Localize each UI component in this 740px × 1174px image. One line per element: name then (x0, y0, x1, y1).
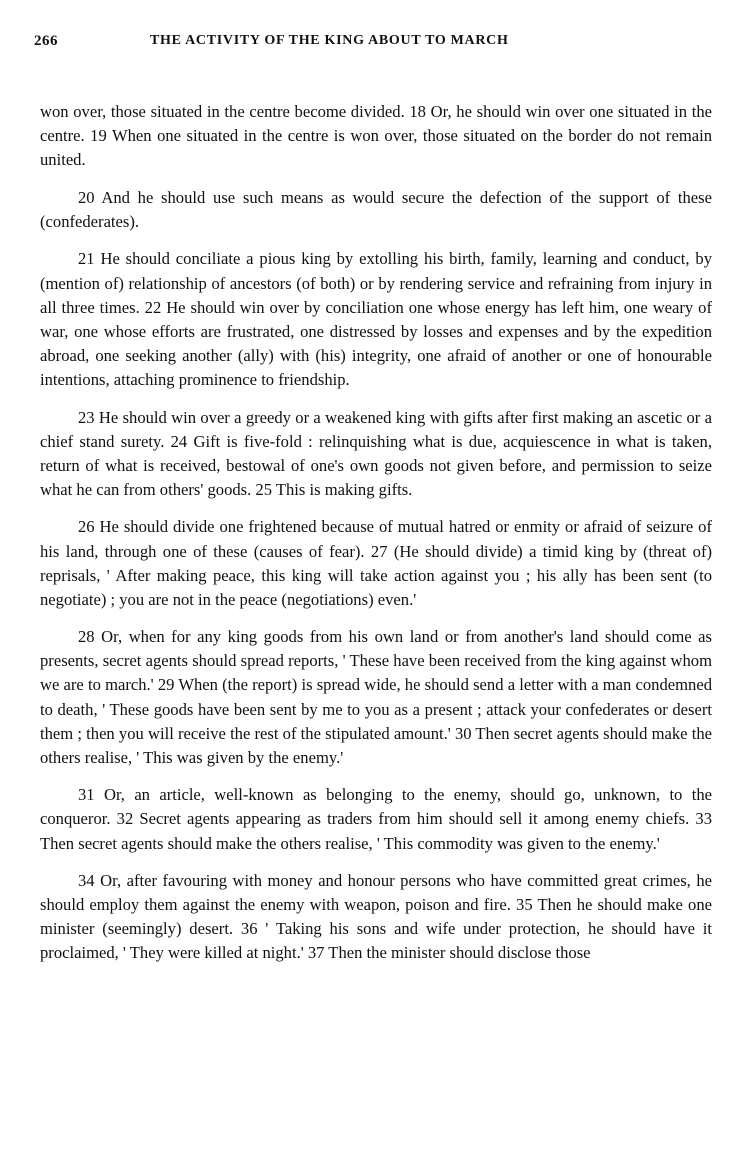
paragraph-23-25: 23 He should win over a greedy or a weakened king with gifts after first making an ascetic or a chief stand surety. 24 Gift is five-fold : relinquishing what is due, acquiescence in what is taken, return of what is received, bestowal of one's own goods not given before, and permission to seize what he can from others' goods. 25 This is making gifts. (40, 407, 712, 499)
running-title: THE ACTIVITY OF THE KING ABOUT TO MARCH (150, 33, 509, 48)
page-header (34, 33, 710, 55)
body-text (40, 100, 712, 979)
paragraph-34-37: 34 Or, after favouring with money and honour persons who have committed great crimes, he should employ them against the enemy with weapon, poison and fire. 35 Then he should make one minister (seemingly) desert. 36 ' Taking his sons and wife under protection, he should have it proclaimed, ' They were killed at night.' 37 Then the minister should disclose those (40, 871, 712, 963)
paragraph-continued: won over, those situated in the centre become divided. 18 Or, he should win over one situated in the centre. 19 When one situated in the centre is won over, those situated on the border do not remain united. (40, 102, 712, 170)
page-number: 266 (34, 33, 58, 49)
paragraph-21-22: 21 He should conciliate a pious king by extolling his birth, family, learning and conduct, by (mention of) relationship of ancestors (of both) or by rendering service and refraining from injury in all three times. 22 He should win over by conciliation one whose energy has left him, one weary of war, one whose efforts are frustrated, one distressed by losses and expenses and by the expedition abroad, one seeking another (ally) with (his) integrity, one afraid of another or one of honourable intentions, attaching prominence to friendship. (40, 249, 712, 389)
paragraph-28-30: 28 Or, when for any king goods from his own land or from another's land should come as presents, secret agents should spread reports, ' These have been received from the king against whom we are to march.' 29 When (the report) is spread wide, he should send a letter with a man condemned to death, ' These goods have been sent by me to you as a present ; attack your confederates or desert them ; then you will receive the rest of the stipulated amount.' 30 Then secret agents should make the others realise, ' This was given by the enemy.' (40, 627, 712, 767)
paragraph-26-27: 26 He should divide one frightened because of mutual hatred or enmity or afraid of seizure of his land, through one of these (causes of fear). 27 (He should divide) a timid king by (threat of) reprisals, ' After making peace, this king will take action against you ; his ally has been sent (to negotiate) ; you are not in the peace (negotiations) even.' (40, 517, 712, 609)
paragraph-31-33: 31 Or, an article, well-known as belonging to the enemy, should go, unknown, to the conqueror. 32 Secret agents appearing as traders from him should sell it among enemy chiefs. 33 Then secret agents should make the others realise, ' This commodity was given to the enemy.' (40, 785, 712, 853)
paragraph-20: 20 And he should use such means as would secure the defection of the support of these (confederates). (40, 187, 712, 231)
